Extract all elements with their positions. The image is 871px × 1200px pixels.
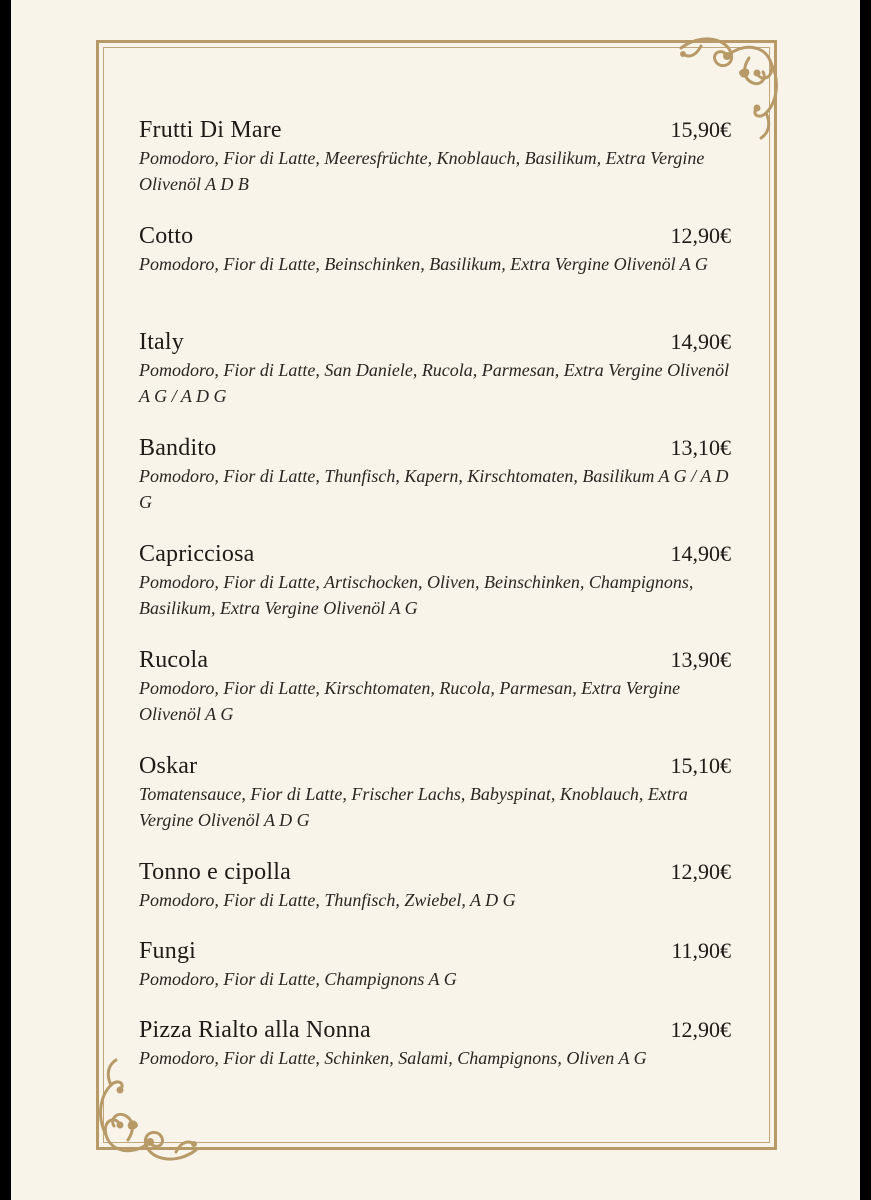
item-name: Capricciosa [139,541,255,567]
item-name: Frutti Di Mare [139,117,282,143]
menu-item-fungi [139,938,731,992]
menu-item-italy [139,329,731,409]
item-description: Pomodoro, Fior di Latte, Champignons A G [139,969,457,989]
item-description: Pomodoro, Fior di Latte, Thunfisch, Zwiebel, A D G [139,890,516,910]
item-description: Pomodoro, Fior di Latte, Artischocken, Oliven, Beinschinken, Champignons, Basilikum, Extra Vergine Olivenöl A G [139,572,694,618]
item-description: Tomatensauce, Fior di Latte, Frischer Lachs, Babyspinat, Knoblauch, Extra Vergine Olivenöl A D G [139,784,688,830]
item-name: Bandito [139,435,217,461]
item-description: Pomodoro, Fior di Latte, Schinken, Salami, Champignons, Oliven A G [139,1048,647,1068]
item-name: Pizza Rialto alla Nonna [139,1017,371,1043]
item-price: 15,10€ [670,753,731,778]
item-price: 14,90€ [670,541,731,566]
item-price: 13,90€ [670,647,731,672]
item-description: Pomodoro, Fior di Latte, Thunfisch, Kapern, Kirschtomaten, Basilikum A G / A D G [139,466,729,512]
item-description: Pomodoro, Fior di Latte, San Daniele, Rucola, Parmesan, Extra Vergine Olivenöl A G / A D G [139,360,730,406]
item-price: 12,90€ [670,1017,731,1042]
item-price: 11,90€ [671,938,731,963]
menu-item-bandito [139,435,731,515]
menu-item-cotto [139,223,731,277]
menu-item-tonno-e-cipolla [139,859,731,913]
item-description: Pomodoro, Fior di Latte, Meeresfrüchte, Knoblauch, Basilikum, Extra Vergine Olivenöl A D B [139,148,705,194]
item-name: Italy [139,329,184,355]
menu-item-rucola [139,647,731,727]
item-name: Tonno e cipolla [139,859,291,885]
item-name: Fungi [139,938,197,964]
item-description: Pomodoro, Fior di Latte, Beinschinken, Basilikum, Extra Vergine Olivenöl A G [139,254,708,274]
item-price: 13,10€ [670,435,731,460]
item-name: Rucola [139,647,209,673]
menu-page [11,0,860,1200]
item-description: Pomodoro, Fior di Latte, Kirschtomaten, Rucola, Parmesan, Extra Vergine Olivenöl A G [139,678,681,724]
item-price: 14,90€ [670,329,731,354]
menu-item-pizza-rialto-alla-nonna [139,1017,731,1071]
item-name: Oskar [139,753,198,779]
menu-item-frutti-di-mare [139,117,731,197]
item-name: Cotto [139,223,194,249]
item-price: 12,90€ [670,223,731,248]
menu-item-oskar [139,753,731,833]
item-price: 15,90€ [670,117,731,142]
item-price: 12,90€ [670,859,731,884]
menu-item-capricciosa [139,541,731,621]
